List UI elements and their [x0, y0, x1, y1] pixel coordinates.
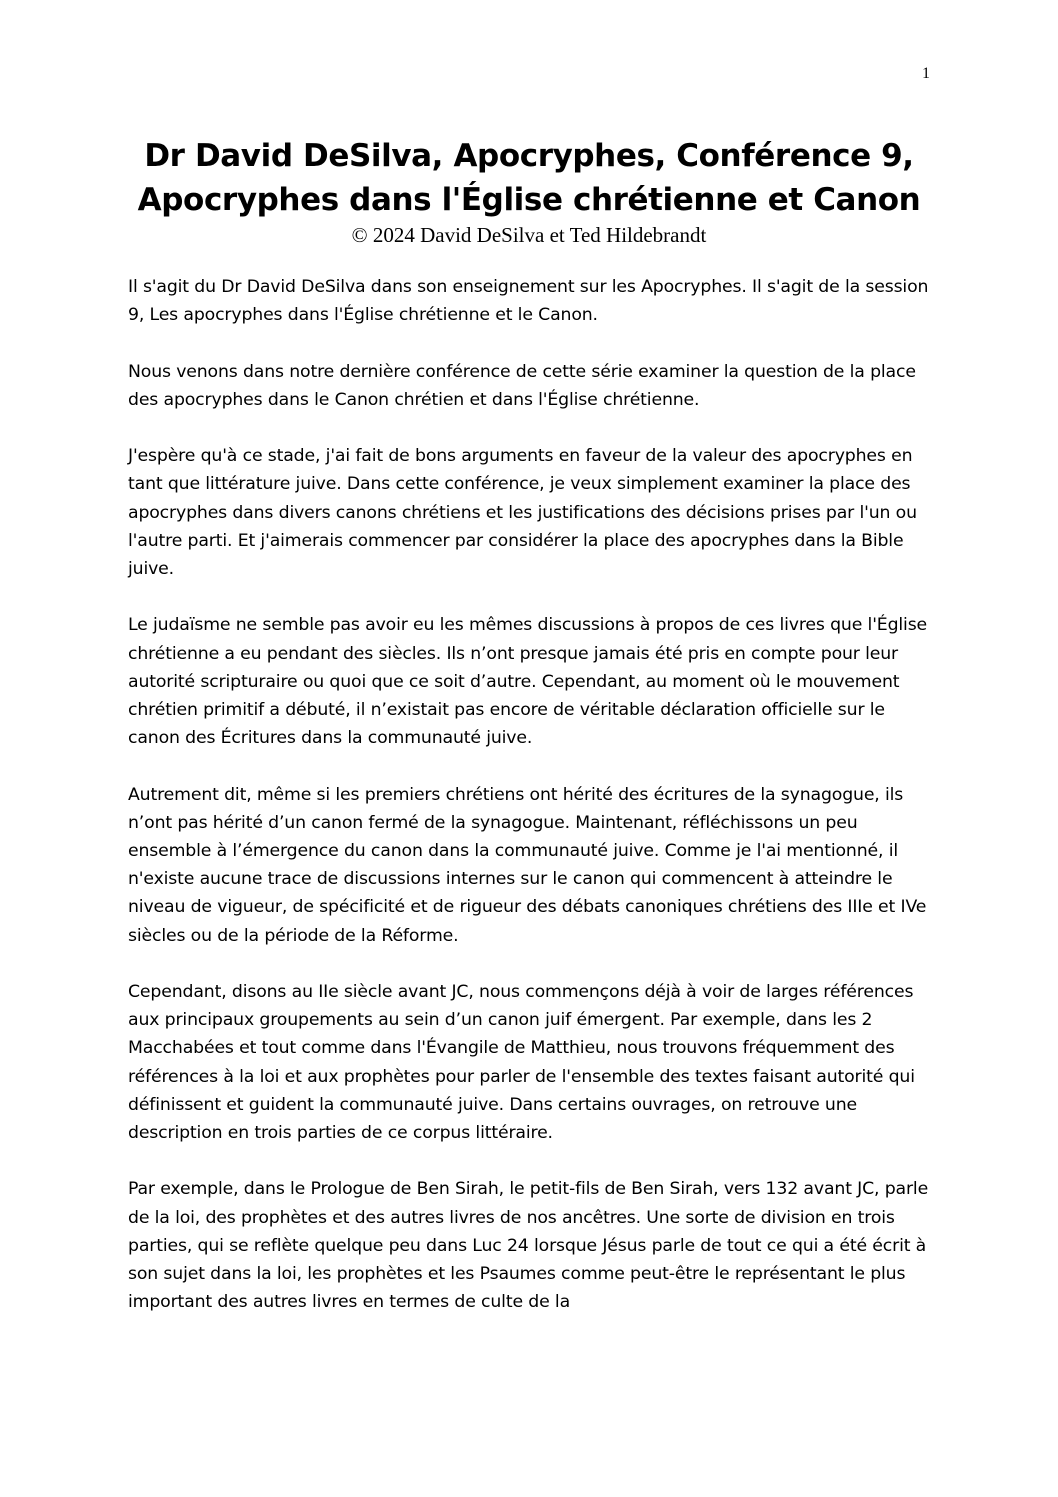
title-line-1: Dr David DeSilva, Apocryphes, Conférence 9, — [144, 138, 914, 174]
paragraph: Par exemple, dans le Prologue de Ben Sirah, le petit-fils de Ben Sirah, vers 132 avant JC, parle de la loi, des prophètes et des autres livres de nos ancêtres. Une sorte de division en trois parties, qui se reflète quelque peu dans Luc 24 lorsque Jésus parle de tout ce qui a été écrit à son sujet dans la loi, les prophètes et les Psaumes comme peut-être le représentant le plus important des autres livres en termes de culte de la — [128, 1179, 929, 1313]
paragraph: J'espère qu'à ce stade, j'ai fait de bons arguments en faveur de la valeur des apocryphes en tant que littérature juive. Dans cette conférence, je veux simplement examiner la place des apocryphes dans divers canons chrétiens et les justifications des décisions prises par l'un ou l'autre parti. Et j'aimerais commencer par considérer la place des apocryphes dans la Bible juive. — [128, 446, 917, 579]
paragraph: Il s'agit du Dr David DeSilva dans son enseignement sur les Apocryphes. Il s'agit de la session 9, Les apocryphes dans l'Église chrétienne et le Canon. — [128, 277, 929, 326]
page-number: 1 — [922, 65, 930, 82]
paragraph: Cependant, disons au IIe siècle avant JC, nous commençons déjà à voir de larges références aux principaux groupements au sein d’un canon juif émergent. Par exemple, dans les 2 Macchabées et tout comme dans l'Évangile de Matthieu, nous trouvons fréquemment des références à la loi et aux prophètes pour parler de l'ensemble des textes faisant autorité qui définissent et guident la communauté juive. Dans certains ouvrages, on retrouve une description en trois parties de ce corpus littéraire. — [128, 982, 915, 1144]
paragraph: Autrement dit, même si les premiers chrétiens ont hérité des écritures de la synagogue, ils n’ont pas hérité d’un canon fermé de la synagogue. Maintenant, réfléchissons un peu ensemble à l’émergence du canon dans la communauté juive. Comme je l'ai mentionné, il n'existe aucune trace de discussions internes sur le canon qui commencent à atteindre le niveau de vigueur, de spécificité et de rigueur des débats canoniques chrétiens des IIIe et IVe siècles ou de la période de la Réforme. — [128, 784, 927, 946]
copyright-notice: © 2024 David DeSilva et Ted Hildebrandt — [351, 223, 707, 247]
document-body — [128, 273, 930, 1345]
document-header — [128, 134, 930, 248]
title-line-2: Apocryphes dans l'Église chrétienne et Canon — [137, 182, 921, 218]
paragraph: Nous venons dans notre dernière conférence de cette série examiner la question de la place des apocryphes dans le Canon chrétien et dans l'Église chrétienne. — [128, 361, 916, 410]
paragraph: Le judaïsme ne semble pas avoir eu les mêmes discussions à propos de ces livres que l'Église chrétienne a eu pendant des siècles. Ils n’ont presque jamais été pris en compte pour leur autorité scripturaire ou quoi que ce soit d’autre. Cependant, au moment où le mouvement chrétien primitif a débuté, il n’existait pas encore de véritable déclaration officielle sur le canon des Écritures dans la communauté juive. — [128, 615, 928, 749]
